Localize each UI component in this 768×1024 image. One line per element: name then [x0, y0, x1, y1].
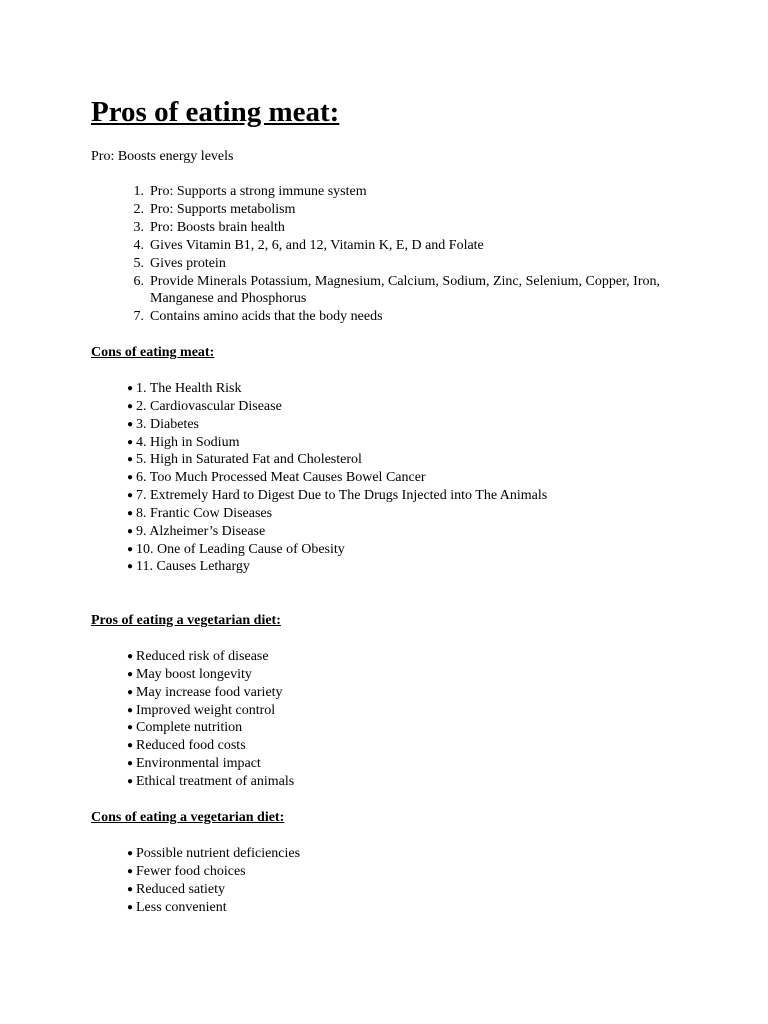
bullet-icon: ●	[127, 472, 134, 484]
bullet-icon: ●	[127, 901, 134, 913]
list-item-text: Gives protein	[150, 255, 226, 271]
bullet-icon: ●	[127, 883, 134, 895]
bullet-item-text: Reduced risk of disease	[136, 649, 269, 664]
bullet-item-text: May boost longevity	[136, 666, 252, 682]
list-number: 6.	[133, 273, 144, 289]
cons-meat-list	[127, 380, 547, 576]
bullet-icon: ●	[127, 436, 134, 448]
bullet-list-item	[127, 737, 294, 755]
bullet-icon: ●	[127, 543, 134, 555]
bullet-list-item	[127, 899, 300, 917]
pros-veg-list	[127, 648, 294, 791]
bullet-icon: ●	[127, 686, 134, 698]
bullet-icon: ●	[127, 561, 134, 573]
list-number: 2.	[133, 201, 144, 217]
bullet-icon: ●	[127, 490, 134, 502]
bullet-icon: ●	[127, 775, 134, 787]
bullet-item-text: Possible nutrient deficiencies	[136, 846, 301, 861]
numbered-list-item	[120, 201, 700, 219]
list-item-text: Pro: Supports metabolism	[150, 201, 296, 217]
bullet-list-item	[127, 881, 300, 899]
bullet-item-text: 9. Alzheimer’s Disease	[136, 523, 266, 539]
list-number: 3.	[133, 219, 144, 235]
bullet-list-item	[127, 719, 294, 737]
bullet-list-item	[127, 451, 547, 469]
bullet-list-item	[127, 755, 294, 773]
bullet-icon: ●	[127, 454, 134, 466]
bullet-item-text: Less convenient	[136, 899, 227, 915]
bullet-list-item	[127, 380, 547, 398]
list-number: 4.	[133, 237, 144, 253]
bullet-item-text: 8. Frantic Cow Diseases	[136, 505, 273, 521]
bullet-list-item	[127, 863, 300, 881]
cons-veg-heading: Cons of eating a vegetarian diet:	[91, 810, 285, 825]
bullet-item-text: 5. High in Saturated Fat and Cholesterol	[136, 452, 362, 468]
bullet-icon: ●	[127, 525, 134, 537]
list-number: 7.	[133, 309, 144, 325]
bullet-icon: ●	[127, 400, 134, 412]
bullet-icon: ●	[127, 668, 134, 680]
list-item-text: Provide Minerals Potassium, Magnesium, Calcium, Sodium, Zinc, Selenium, Copper, Iron, Manganese and Phosphorus	[150, 273, 661, 307]
list-number: 5.	[133, 255, 144, 271]
cons-veg-list	[127, 845, 300, 916]
bullet-icon: ●	[127, 507, 134, 519]
bullet-item-text: 3. Diabetes	[136, 416, 199, 432]
bullet-list-item	[127, 666, 294, 684]
numbered-list-item	[120, 183, 700, 201]
bullet-item-text: Reduced food costs	[136, 738, 246, 754]
bullet-list-item	[127, 684, 294, 702]
bullet-item-text: Fewer food choices	[136, 863, 246, 879]
bullet-item-text: Improved weight control	[136, 702, 276, 718]
bullet-icon: ●	[127, 865, 134, 877]
intro-line: Pro: Boosts energy levels	[91, 149, 234, 164]
cons-meat-heading: Cons of eating meat:	[91, 345, 215, 360]
numbered-list-item	[120, 237, 700, 255]
list-item-text: Contains amino acids that the body needs	[150, 309, 383, 325]
list-item-text: Gives Vitamin B1, 2, 6, and 12, Vitamin K, E, D and Folate	[150, 237, 484, 253]
pros-veg-heading: Pros of eating a vegetarian diet:	[91, 613, 281, 628]
bullet-item-text: May increase food variety	[136, 684, 283, 700]
list-item-text: Pro: Supports a strong immune system	[150, 184, 367, 199]
bullet-item-text: Environmental impact	[136, 756, 261, 772]
bullet-list-item	[127, 541, 547, 559]
bullet-icon: ●	[127, 758, 134, 770]
bullet-icon: ●	[127, 383, 134, 394]
bullet-list-item	[127, 702, 294, 720]
bullet-item-text: 7. Extremely Hard to Digest Due to The Drugs Injected into The Animals	[136, 488, 548, 504]
page-title: Pros of eating meat:	[91, 96, 340, 128]
bullet-icon: ●	[127, 722, 134, 734]
bullet-icon: ●	[127, 740, 134, 752]
bullet-list-item	[127, 558, 547, 576]
bullet-item-text: 10. One of Leading Cause of Obesity	[136, 541, 345, 557]
list-item-text: Pro: Boosts brain health	[150, 219, 285, 235]
meat-pros-numbered-list	[120, 183, 700, 326]
list-number: 1.	[133, 184, 144, 199]
numbered-list-item	[120, 273, 700, 309]
bullet-list-item	[127, 398, 547, 416]
bullet-item-text: Ethical treatment of animals	[136, 773, 295, 789]
bullet-list-item	[127, 773, 294, 791]
bullet-icon: ●	[127, 848, 134, 859]
bullet-item-text: 11. Causes Lethargy	[136, 559, 250, 575]
bullet-list-item	[127, 487, 547, 505]
bullet-icon: ●	[127, 418, 134, 430]
bullet-list-item	[127, 469, 547, 487]
bullet-list-item	[127, 434, 547, 452]
bullet-item-text: 1. The Health Risk	[136, 381, 242, 396]
bullet-list-item	[127, 523, 547, 541]
bullet-item-text: 2. Cardiovascular Disease	[136, 398, 282, 414]
bullet-item-text: 6. Too Much Processed Meat Causes Bowel Cancer	[136, 470, 426, 486]
bullet-list-item	[127, 845, 300, 863]
bullet-list-item	[127, 505, 547, 523]
bullet-item-text: Reduced satiety	[136, 881, 226, 897]
numbered-list-item	[120, 308, 700, 326]
numbered-list-item	[120, 255, 700, 273]
bullet-icon: ●	[127, 651, 134, 662]
bullet-list-item	[127, 416, 547, 434]
bullet-item-text: 4. High in Sodium	[136, 434, 240, 450]
bullet-icon: ●	[127, 704, 134, 716]
numbered-list-item	[120, 219, 700, 237]
bullet-item-text: Complete nutrition	[136, 720, 243, 736]
bullet-list-item	[127, 648, 294, 666]
